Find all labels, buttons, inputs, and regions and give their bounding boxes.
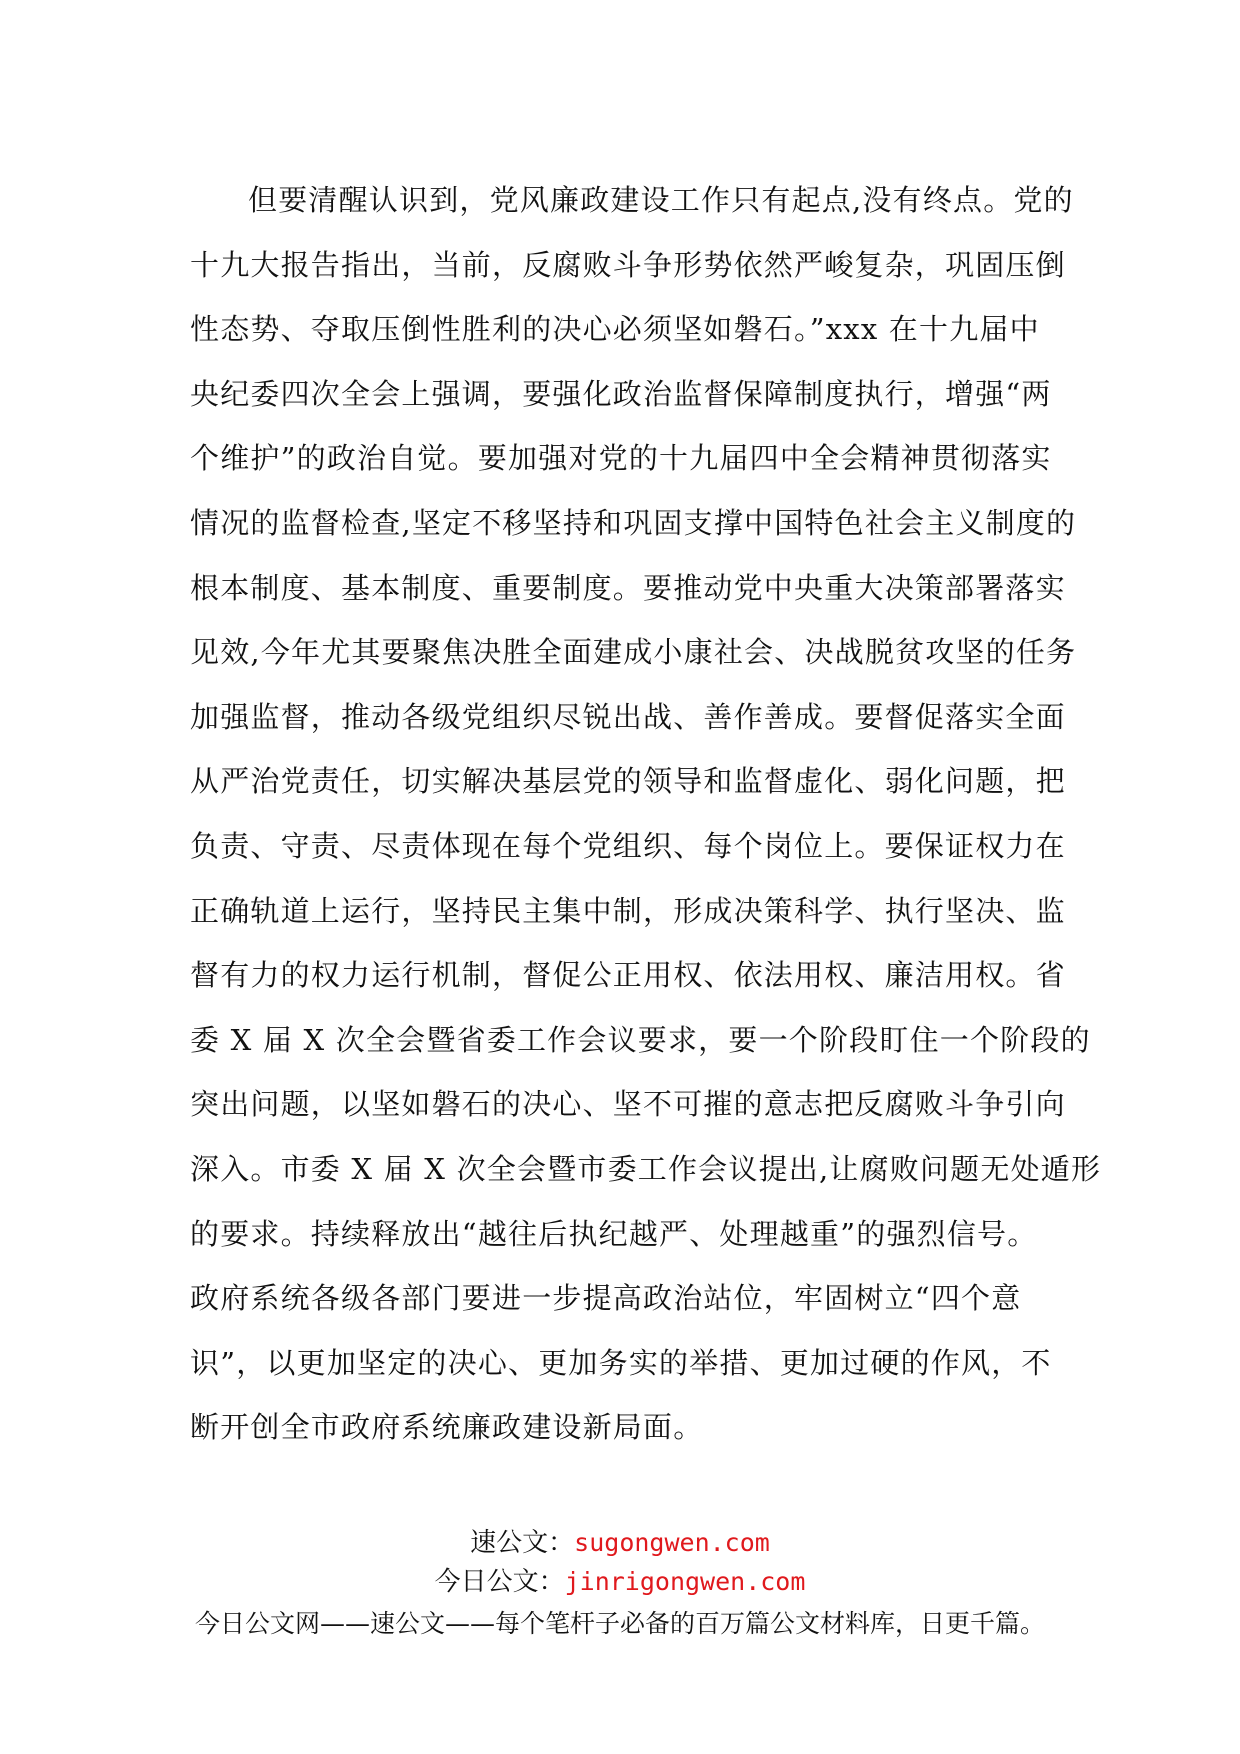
paragraph-line: 识”，以更加坚定的决心、更加务实的举措、更加过硬的作风，不 (190, 1345, 1052, 1380)
paragraph-line: 十九大报告指出，当前，反腐败斗争形势依然严峻复杂，巩固压倒 (190, 247, 1066, 282)
paragraph-line: 根本制度、基本制度、重要制度。要推动党中央重大决策部署落实 (190, 570, 1066, 605)
sugongwen-link[interactable]: sugongwen.com (574, 1528, 770, 1557)
footer-slogan: 今日公文网——速公文——每个笔杆子必备的百万篇公文材料库，日更千篇。 (194, 1609, 1045, 1638)
paragraph-line: 负责、守责、尽责体现在每个党组织、每个岗位上。要保证权力在 (190, 828, 1066, 863)
paragraph-line: 从严治党责任，切实解决基层党的领导和监督虚化、弱化问题，把 (190, 764, 1066, 799)
paragraph-line: 突出问题，以坚如磐石的决心、坚不可摧的意志把反腐败斗争引向 (190, 1087, 1066, 1122)
main-paragraph (190, 168, 1102, 1460)
paragraph-line: 断开创全市政府系统廉政建设新局面。 (190, 1410, 704, 1445)
paragraph-line: 但要清醒认识到，党风廉政建设工作只有起点,没有终点。党的 (248, 183, 1074, 217)
paragraph-line: 个维护”的政治自觉。要加强对党的十九届四中全会精神贯彻落实 (190, 441, 1052, 476)
paragraph-line: 情况的监督检查,坚定不移坚持和巩固支撑中国特色社会主义制度的 (190, 505, 1077, 540)
footer-label-sugongwen: 速公文： (470, 1528, 575, 1558)
footer-sugongwen (0, 1525, 1240, 1561)
paragraph-line: 加强监督，推动各级党组织尽锐出战、善作善成。要督促落实全面 (190, 699, 1066, 734)
paragraph-line: 督有力的权力运行机制，督促公正用权、依法用权、廉洁用权。省 (190, 958, 1066, 993)
jinrigongwen-link[interactable]: jinrigongwen.com (564, 1567, 806, 1596)
paragraph-line: 见效,今年尤其要聚焦决胜全面建成小康社会、决战脱贫攻坚的任务 (190, 635, 1077, 670)
footer-label-jinrigongwen: 今日公文： (434, 1567, 565, 1597)
paragraph-line: 性态势、夺取压倒性胜利的决心必须坚如磐石。”xxx 在十九届中 (190, 312, 1040, 347)
paragraph-line: 的要求。持续释放出“越往后执纪越严、处理越重”的强烈信号。 (190, 1216, 1038, 1251)
paragraph-line: 深入。市委 X 届 X 次全会暨市委工作会议提出,让腐败问题无处遁形 (190, 1151, 1102, 1186)
paragraph-line: 正确轨道上运行，坚持民主集中制，形成决策科学、执行坚决、监 (190, 893, 1066, 928)
paragraph-line: 央纪委四次全会上强调，要强化政治监督保障制度执行，增强“两 (190, 376, 1052, 411)
paragraph-line: 委 X 届 X 次全会暨省委工作会议要求，要一个阶段盯住一个阶段的 (190, 1022, 1091, 1057)
footer-jinrigongwen (0, 1564, 1240, 1600)
paragraph-line: 政府系统各级各部门要进一步提高政治站位，牢固树立“四个意 (190, 1281, 1022, 1316)
